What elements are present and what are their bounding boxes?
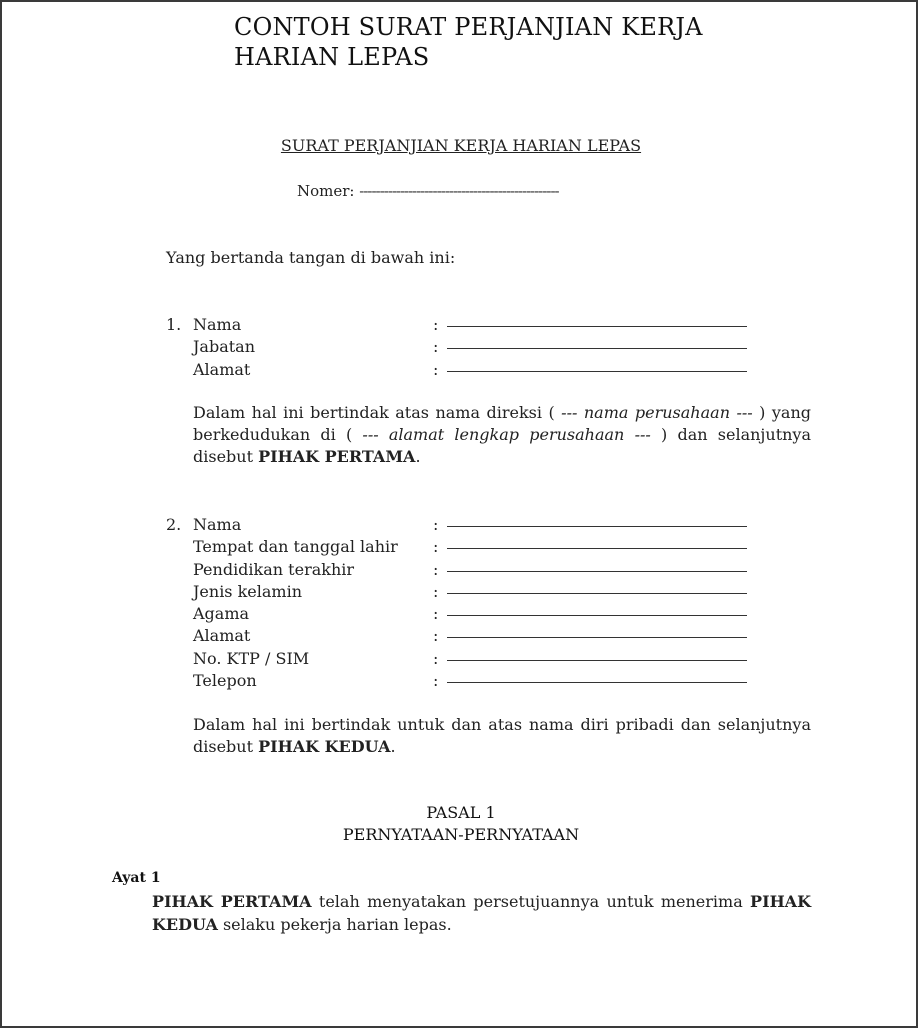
field-blank-line (447, 603, 747, 625)
field-colon: : (433, 648, 439, 668)
paragraph-text: selaku pekerja harian lepas. (217, 915, 452, 934)
letter-number-blank: ------------------------------------------------- (359, 182, 559, 200)
field-row (166, 336, 747, 358)
party-2-paragraph (193, 714, 811, 758)
field-blank-line (447, 536, 747, 558)
field-blank-line (447, 559, 747, 581)
field-row (166, 314, 747, 336)
ayat-label: Ayat 1 (112, 870, 161, 886)
pasal-number: PASAL 1 (426, 803, 496, 822)
letter-number (297, 182, 559, 200)
pasal-heading (2, 802, 918, 846)
pasal-title: PERNYATAAN-PERNYATAAN (342, 825, 580, 844)
paragraph-text: ) dan selanjutnya disebut (193, 425, 812, 466)
field-label: Nama (193, 515, 242, 534)
field-colon: : (433, 626, 439, 646)
role-pihak-kedua: PIHAK KEDUA (258, 737, 391, 756)
field-label: Agama (193, 604, 250, 624)
paragraph-text: . (415, 447, 421, 466)
field-row (166, 514, 747, 536)
field-colon: : (433, 559, 439, 579)
field-blank-line (447, 314, 747, 336)
field-row (166, 581, 747, 603)
letter-title: SURAT PERJANJIAN KERJA HARIAN LEPAS (280, 136, 642, 155)
field-label: Jenis kelamin (193, 581, 303, 601)
field-blank-line (447, 581, 747, 603)
page-title-line-1: CONTOH SURAT PERJANJIAN KERJA (234, 13, 703, 41)
field-label: No. KTP / SIM (193, 648, 310, 668)
field-blank-line (447, 336, 747, 358)
field-row (166, 625, 747, 647)
role-pihak-pertama: PIHAK PERTAMA (152, 892, 312, 911)
field-label: Nama (193, 315, 242, 334)
role-pihak-kedua: PIHAK KEDUA (152, 892, 811, 934)
party-1-number: 1. (166, 315, 182, 334)
field-label: Alamat (193, 359, 251, 379)
field-label: Tempat dan tanggal lahir (193, 537, 398, 557)
field-colon: : (433, 337, 439, 357)
field-blank-line (447, 625, 747, 647)
paragraph-text: ) yang berkedudukan di ( (193, 403, 811, 444)
field-label: Alamat (193, 626, 251, 646)
field-row (166, 603, 747, 625)
field-colon: : (433, 581, 439, 601)
field-row (166, 648, 747, 670)
page-title (234, 12, 703, 72)
field-label: Telepon (193, 671, 257, 691)
ayat-paragraph (152, 890, 811, 936)
field-colon: : (433, 315, 439, 334)
field-colon: : (433, 515, 439, 534)
field-label: Pendidikan terakhir (193, 559, 355, 579)
placeholder-company-address: --- alamat lengkap perusahaan --- (352, 425, 662, 444)
field-label: Jabatan (193, 337, 256, 357)
field-row (166, 559, 747, 581)
paragraph-text: . (390, 737, 396, 756)
field-row (166, 536, 747, 558)
paragraph-text: Dalam hal ini bertindak atas nama direksi ( (193, 403, 555, 422)
party-1-paragraph (193, 402, 811, 468)
field-colon: : (433, 671, 439, 691)
role-pihak-pertama: PIHAK PERTAMA (258, 447, 416, 466)
field-row (166, 670, 747, 692)
field-colon: : (433, 604, 439, 624)
field-blank-line (447, 359, 747, 381)
page-title-line-2: HARIAN LEPAS (234, 43, 430, 71)
party-2-fields (166, 514, 747, 692)
intro-text: Yang bertanda tangan di bawah ini: (166, 248, 456, 267)
placeholder-company-name: --- nama perusahaan --- (554, 403, 760, 422)
paragraph-text: telah menyatakan persetujuannya untuk menerima (311, 892, 751, 911)
letter-number-label: Nomer: (297, 182, 355, 200)
field-blank-line (447, 514, 747, 536)
field-colon: : (433, 359, 439, 379)
paragraph-text: Dalam hal ini bertindak untuk dan atas nama diri pribadi dan selanjutnya disebut (193, 715, 811, 756)
party-1-fields (166, 314, 747, 381)
field-colon: : (433, 537, 439, 557)
party-2-number: 2. (166, 515, 182, 534)
field-blank-line (447, 648, 747, 670)
field-row (166, 359, 747, 381)
field-blank-line (447, 670, 747, 692)
